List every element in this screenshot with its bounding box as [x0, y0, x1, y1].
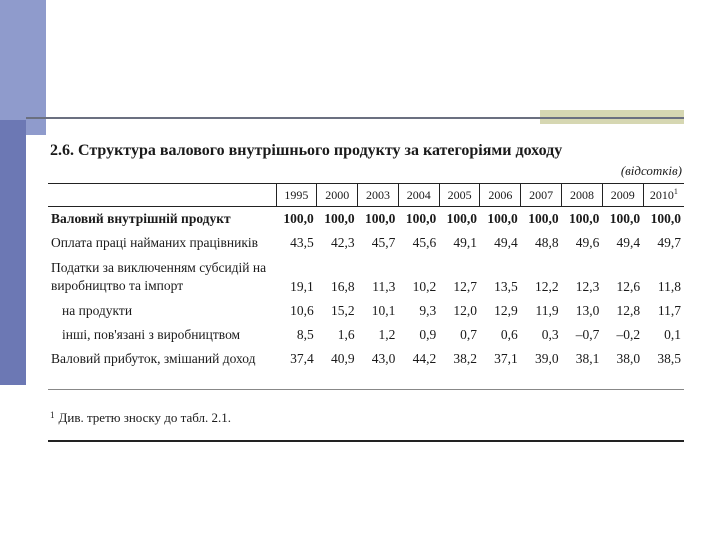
table-row	[48, 207, 684, 232]
cell-value: 49,1	[453, 235, 477, 250]
slide-decor-bar-shadow	[0, 120, 26, 385]
table-title: 2.6. Структура валового внутрішнього продукту за категоріями доходу	[50, 142, 563, 159]
cell-value: 48,8	[534, 235, 559, 250]
cell-value: 1,6	[337, 327, 355, 342]
cell-value: 11,7	[657, 303, 681, 318]
cell-value: 12,8	[616, 303, 641, 318]
year-header: 2008	[562, 184, 603, 207]
cell-value: 1,2	[378, 327, 396, 342]
cell-value: 100,0	[528, 211, 559, 226]
cell-value: 12,7	[453, 279, 477, 294]
cell-value: 0,9	[419, 327, 437, 342]
cell-value: 37,4	[290, 351, 314, 366]
row-label: Валовий прибуток, змішаний доход	[51, 351, 256, 366]
year-header: 2005	[439, 184, 480, 207]
footnote-mark: 1	[673, 187, 678, 196]
row-label: на продукти	[62, 303, 133, 318]
cell-value: 10,6	[290, 303, 314, 318]
cell-value: 100,0	[487, 211, 518, 226]
cell-value: –0,2	[616, 327, 641, 342]
cell-value: 49,4	[494, 235, 518, 250]
cell-value: 44,2	[412, 351, 437, 366]
year-header: 2009	[602, 184, 643, 207]
header-blank-cell	[48, 184, 276, 207]
cell-value: 12,9	[494, 303, 518, 318]
cell-value: 38,2	[453, 351, 477, 366]
cell-value: 100,0	[569, 211, 600, 226]
cell-value: 45,6	[412, 235, 437, 250]
table-row	[48, 347, 684, 371]
cell-value: 12,2	[534, 279, 559, 294]
cell-value: 39,0	[534, 351, 559, 366]
footnote-number: 1	[50, 410, 55, 420]
cell-value: 13,0	[575, 303, 600, 318]
table-row	[48, 255, 684, 299]
cell-value: 100,0	[405, 211, 437, 226]
footnote	[50, 410, 231, 426]
cell-value: 13,5	[494, 279, 518, 294]
cell-value: 12,0	[453, 303, 477, 318]
slide-decor-rule	[26, 117, 684, 119]
cell-value: 0,7	[460, 327, 477, 342]
cell-value: 100,0	[324, 211, 355, 226]
cell-value: 11,9	[535, 303, 559, 318]
cell-value: 49,7	[657, 235, 681, 250]
table-row	[48, 231, 684, 255]
cell-value: 100,0	[609, 211, 641, 226]
year-header: 2006	[480, 184, 521, 207]
year-header: 1995	[276, 184, 317, 207]
cell-value: 9,3	[419, 303, 437, 318]
cell-value: 43,5	[290, 235, 314, 250]
year-header: 2004	[398, 184, 439, 207]
cell-value: 10,1	[371, 303, 396, 318]
cell-value: 38,5	[657, 351, 681, 366]
cell-value: 49,4	[616, 235, 641, 250]
gdp-structure-table	[48, 183, 684, 371]
year-header: 2000	[317, 184, 358, 207]
year-label: 2010	[649, 188, 674, 202]
cell-value: 10,2	[412, 279, 437, 294]
cell-value: 100,0	[650, 211, 681, 226]
cell-value: 11,3	[372, 279, 396, 294]
year-header: 2007	[521, 184, 562, 207]
cell-value: 42,3	[330, 235, 355, 250]
cell-value: 0,6	[500, 327, 518, 342]
year-header	[643, 184, 684, 207]
cell-value: 49,6	[575, 235, 600, 250]
table-row	[48, 299, 684, 323]
cell-value: 37,1	[494, 351, 518, 366]
cell-value: 0,1	[664, 327, 681, 342]
row-label: Валовий внутрішній продукт	[51, 211, 231, 226]
cell-value: 38,1	[575, 351, 600, 366]
cell-value: 11,8	[657, 279, 681, 294]
unit-label: (відсотків)	[620, 163, 682, 178]
cell-value: 8,5	[296, 327, 314, 342]
row-label: інші, пов'язані з виробництвом	[62, 327, 241, 342]
header-row	[48, 184, 684, 207]
cell-value: 38,0	[616, 351, 641, 366]
page-bottom-rule	[48, 440, 684, 442]
cell-value: 12,6	[616, 279, 641, 294]
table-bottom-rule	[48, 389, 684, 390]
cell-value: 43,0	[371, 351, 396, 366]
cell-value: 19,1	[290, 279, 314, 294]
table-row	[48, 323, 684, 347]
cell-value: –0,7	[575, 327, 600, 342]
cell-value: 100,0	[365, 211, 396, 226]
cell-value: 40,9	[330, 351, 355, 366]
row-label: Податки за виключенням субсидій на виробництво та імпорт	[51, 260, 267, 293]
cell-value: 16,8	[330, 279, 355, 294]
cell-value: 45,7	[371, 235, 396, 250]
row-label: Оплата праці найманих працівників	[51, 235, 259, 250]
year-header: 2003	[358, 184, 399, 207]
cell-value: 0,3	[541, 327, 559, 342]
cell-value: 15,2	[330, 303, 355, 318]
cell-value: 12,3	[575, 279, 600, 294]
cell-value: 100,0	[283, 211, 314, 226]
footnote-text: Див. третю зноску до табл. 2.1.	[58, 410, 232, 425]
cell-value: 100,0	[446, 211, 477, 226]
